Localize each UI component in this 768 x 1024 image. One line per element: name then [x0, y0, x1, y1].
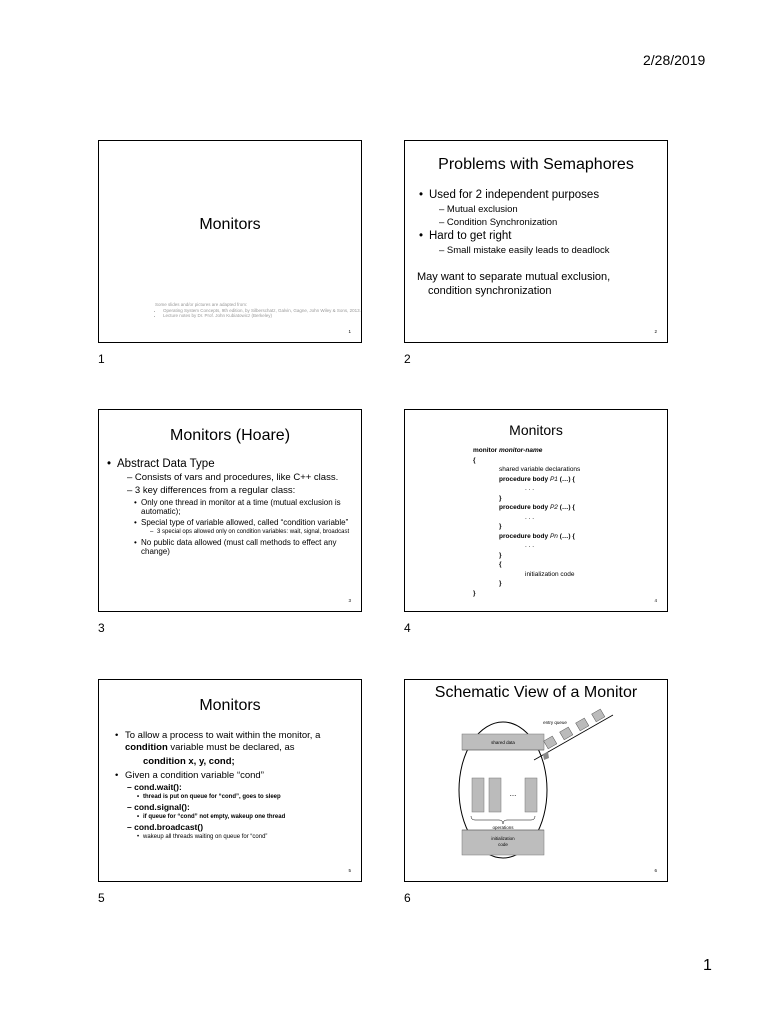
slide-footer-number: 6	[654, 868, 657, 873]
queue-arrowhead	[543, 752, 549, 760]
bullet-continuation: condition variable must be declared, as	[125, 742, 295, 753]
entry-queue-label: entry queue	[543, 720, 567, 725]
slide-footer-number: 2	[654, 329, 657, 334]
operations-ellipsis: ...	[509, 789, 517, 798]
slide-1	[98, 140, 362, 343]
queue-process	[576, 718, 589, 731]
operation-block	[525, 778, 537, 812]
method-detail: • if queue for “cond” not empty, wakeup one thread	[99, 813, 361, 822]
paragraph: condition synchronization	[428, 285, 552, 297]
sub-sub-bullet: • Special type of variable allowed, called “condition variable”	[105, 518, 359, 527]
code-line: . . .	[525, 542, 535, 549]
page-number: 1	[703, 957, 712, 974]
code-line: }	[473, 589, 476, 597]
sub-bullet: – Small mistake easily leads to deadlock	[439, 245, 610, 256]
code-block	[473, 446, 580, 598]
slide-index: 5	[98, 891, 105, 905]
slide-2	[404, 140, 668, 343]
slide-footer-number: 5	[348, 868, 351, 873]
queue-process	[592, 709, 605, 722]
bullet: • Given a condition variable “cond”	[99, 770, 361, 782]
bullet: • To allow a process to wait within the monitor, a	[99, 730, 361, 742]
init-label: initialization	[491, 836, 515, 841]
credit-item: • Operating System Concepts, 9th edition, by Silberschatz, Galvin, Gagne, John Wiley & Sons, 2013.	[163, 308, 361, 314]
code-line: initialization code	[525, 570, 575, 578]
code-line: }	[499, 494, 502, 502]
sub-bullet: – 3 key differences from a regular class:	[127, 485, 296, 496]
slide-footer-number: 1	[348, 329, 351, 334]
slide-index: 2	[404, 352, 411, 366]
credits	[155, 302, 361, 319]
operations-label: operations	[492, 825, 514, 830]
bullet: • Hard to get right	[417, 230, 662, 242]
slide-title: Monitors	[199, 216, 261, 233]
code-line: monitor monitor-name	[473, 447, 543, 454]
code-line: }	[499, 551, 502, 559]
slide-title: Monitors	[509, 422, 563, 438]
detail-bullet: – 3 special ops allowed only on condition variables: wait, signal, broadcast	[105, 529, 359, 536]
page-date: 2/28/2019	[643, 52, 706, 68]
slide-4	[404, 409, 668, 612]
code-line: . . .	[525, 513, 535, 521]
sub-bullet: – Consists of vars and procedures, like C++ class.	[127, 472, 339, 483]
slide-title: Problems with Semaphores	[438, 156, 634, 173]
bullet: • Abstract Data Type	[105, 458, 359, 470]
sub-sub-bullet: • No public data allowed (must call methods to effect any change)	[105, 538, 359, 556]
sub-sub-bullet: • Only one thread in monitor at a time (mutual exclusion is automatic);	[105, 498, 359, 516]
credits-intro: Some slides and/or pictures are adapted from:	[155, 302, 248, 307]
code-line: }	[499, 523, 502, 530]
paragraph: May want to separate mutual exclusion,	[417, 271, 611, 283]
code-line: . . .	[525, 485, 535, 492]
operation-block	[489, 778, 501, 812]
method-label: – cond.broadcast()	[127, 822, 204, 832]
method-label: – cond.wait():	[127, 782, 182, 792]
slide-3	[98, 409, 362, 612]
init-label: code	[498, 842, 508, 847]
slide-index: 3	[98, 621, 105, 635]
slide-footer-number: 4	[654, 598, 657, 603]
sub-bullet: – Mutual exclusion	[439, 204, 518, 215]
queue-process	[544, 736, 557, 749]
method-label: – cond.signal():	[127, 802, 190, 812]
shared-data-label: shared data	[491, 740, 515, 745]
slide-6	[404, 679, 668, 882]
slide-5	[98, 679, 362, 882]
slide-index: 6	[404, 891, 411, 905]
code-line: procedure body P2 (…) {	[499, 504, 575, 511]
slide-title: Monitors	[199, 697, 261, 714]
slide-footer-number: 3	[348, 598, 351, 603]
code-line: {	[499, 561, 502, 568]
method-detail: • thread is put on queue for “cond”, goes to sleep	[99, 793, 361, 802]
slide-index: 1	[98, 352, 105, 366]
code-example: condition x, y, cond;	[143, 756, 235, 767]
code-line: }	[499, 580, 502, 587]
credit-item: • Lecture notes by Dr. Prof. John Kubiatowicz (Berkeley)	[163, 313, 361, 319]
operation-block	[472, 778, 484, 812]
monitor-schematic	[405, 680, 667, 881]
code-line: procedure body P1 (…) {	[499, 475, 575, 483]
code-line: procedure body Pn (…) {	[499, 532, 575, 540]
code-line: shared variable declarations	[499, 466, 581, 473]
slide-title: Monitors (Hoare)	[169, 427, 291, 444]
sub-bullet: – Condition Synchronization	[439, 217, 558, 228]
queue-process	[560, 727, 573, 740]
slide-title: Schematic View of a Monitor	[434, 684, 638, 701]
slide-index: 4	[404, 621, 411, 635]
bullet: • Used for 2 independent purposes	[417, 189, 662, 201]
method-detail: • wakeup all threads waiting on queue for “cond”	[99, 833, 361, 842]
code-line: {	[473, 456, 476, 464]
